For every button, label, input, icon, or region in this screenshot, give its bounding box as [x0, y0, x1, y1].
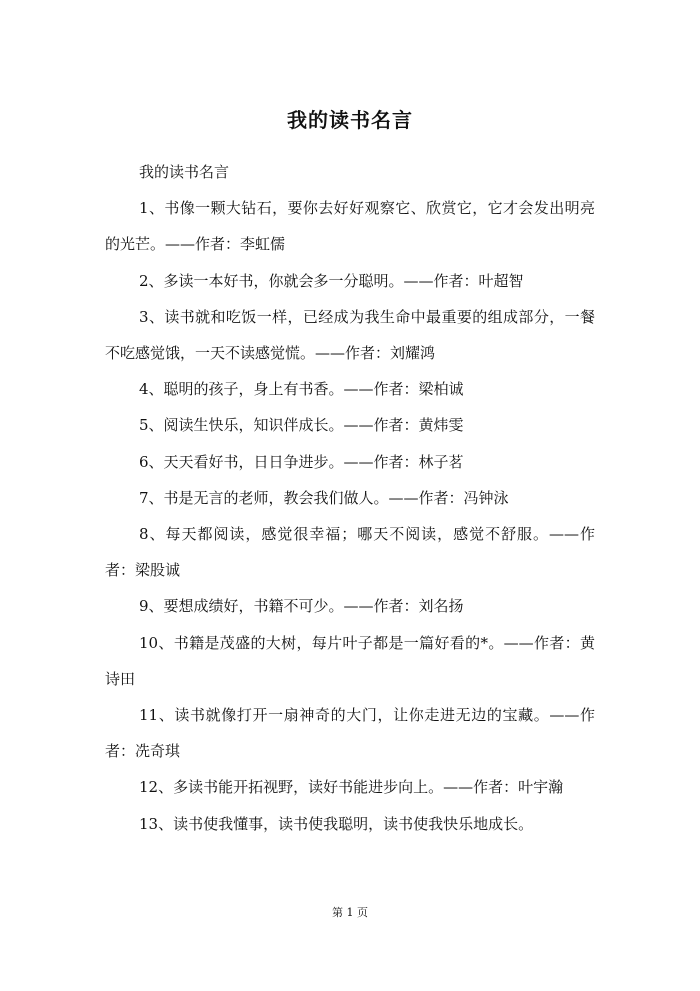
quote-paragraph: 8、每天都阅读，感觉很幸福；哪天不阅读，感觉不舒服。——作者：梁股诚	[105, 525, 595, 580]
quote-paragraph: 12、多读书能开拓视野，读好书能进步向上。——作者：叶宇瀚	[139, 778, 564, 797]
quote-paragraph: 11、读书就像打开一扇神奇的大门，让你走进无边的宝藏。——作者：冼奇琪	[105, 706, 595, 761]
quote-paragraph: 1、书像一颗大钻石，要你去好好观察它、欣赏它，它才会发出明亮的光芒。——作者：李虹儒	[105, 199, 595, 254]
document-body	[105, 154, 595, 842]
quote-paragraph: 4、聪明的孩子，身上有书香。——作者：梁柏诚	[139, 380, 464, 399]
quote-paragraph: 9、要想成绩好，书籍不可少。——作者：刘名扬	[139, 597, 464, 616]
document-title: 我的读书名言	[287, 108, 413, 132]
paragraph-heading: 我的读书名言	[139, 163, 230, 181]
quote-paragraph: 7、书是无言的老师，教会我们做人。——作者：冯钟泳	[139, 488, 509, 507]
quote-paragraph: 2、多读一本好书，你就会多一分聪明。——作者：叶超智	[139, 271, 524, 290]
quote-paragraph: 13、读书使我懂事，读书使我聪明，读书使我快乐地成长。	[139, 814, 534, 833]
quote-paragraph: 3、读书就和吃饭一样，已经成为我生命中最重要的组成部分，一餐不吃感觉饿，一天不读感觉慌。——作者：刘耀鸿	[105, 307, 595, 363]
page-number-footer: 第 1 页	[332, 906, 368, 919]
quote-paragraph: 10、书籍是茂盛的大树，每片叶子都是一篇好看的*。——作者：黄诗田	[105, 633, 595, 688]
quote-paragraph: 6、天天看好书，日日争进步。——作者：林子茗	[139, 452, 464, 471]
quote-paragraph: 5、阅读生快乐，知识伴成长。——作者：黄炜雯	[139, 416, 464, 435]
